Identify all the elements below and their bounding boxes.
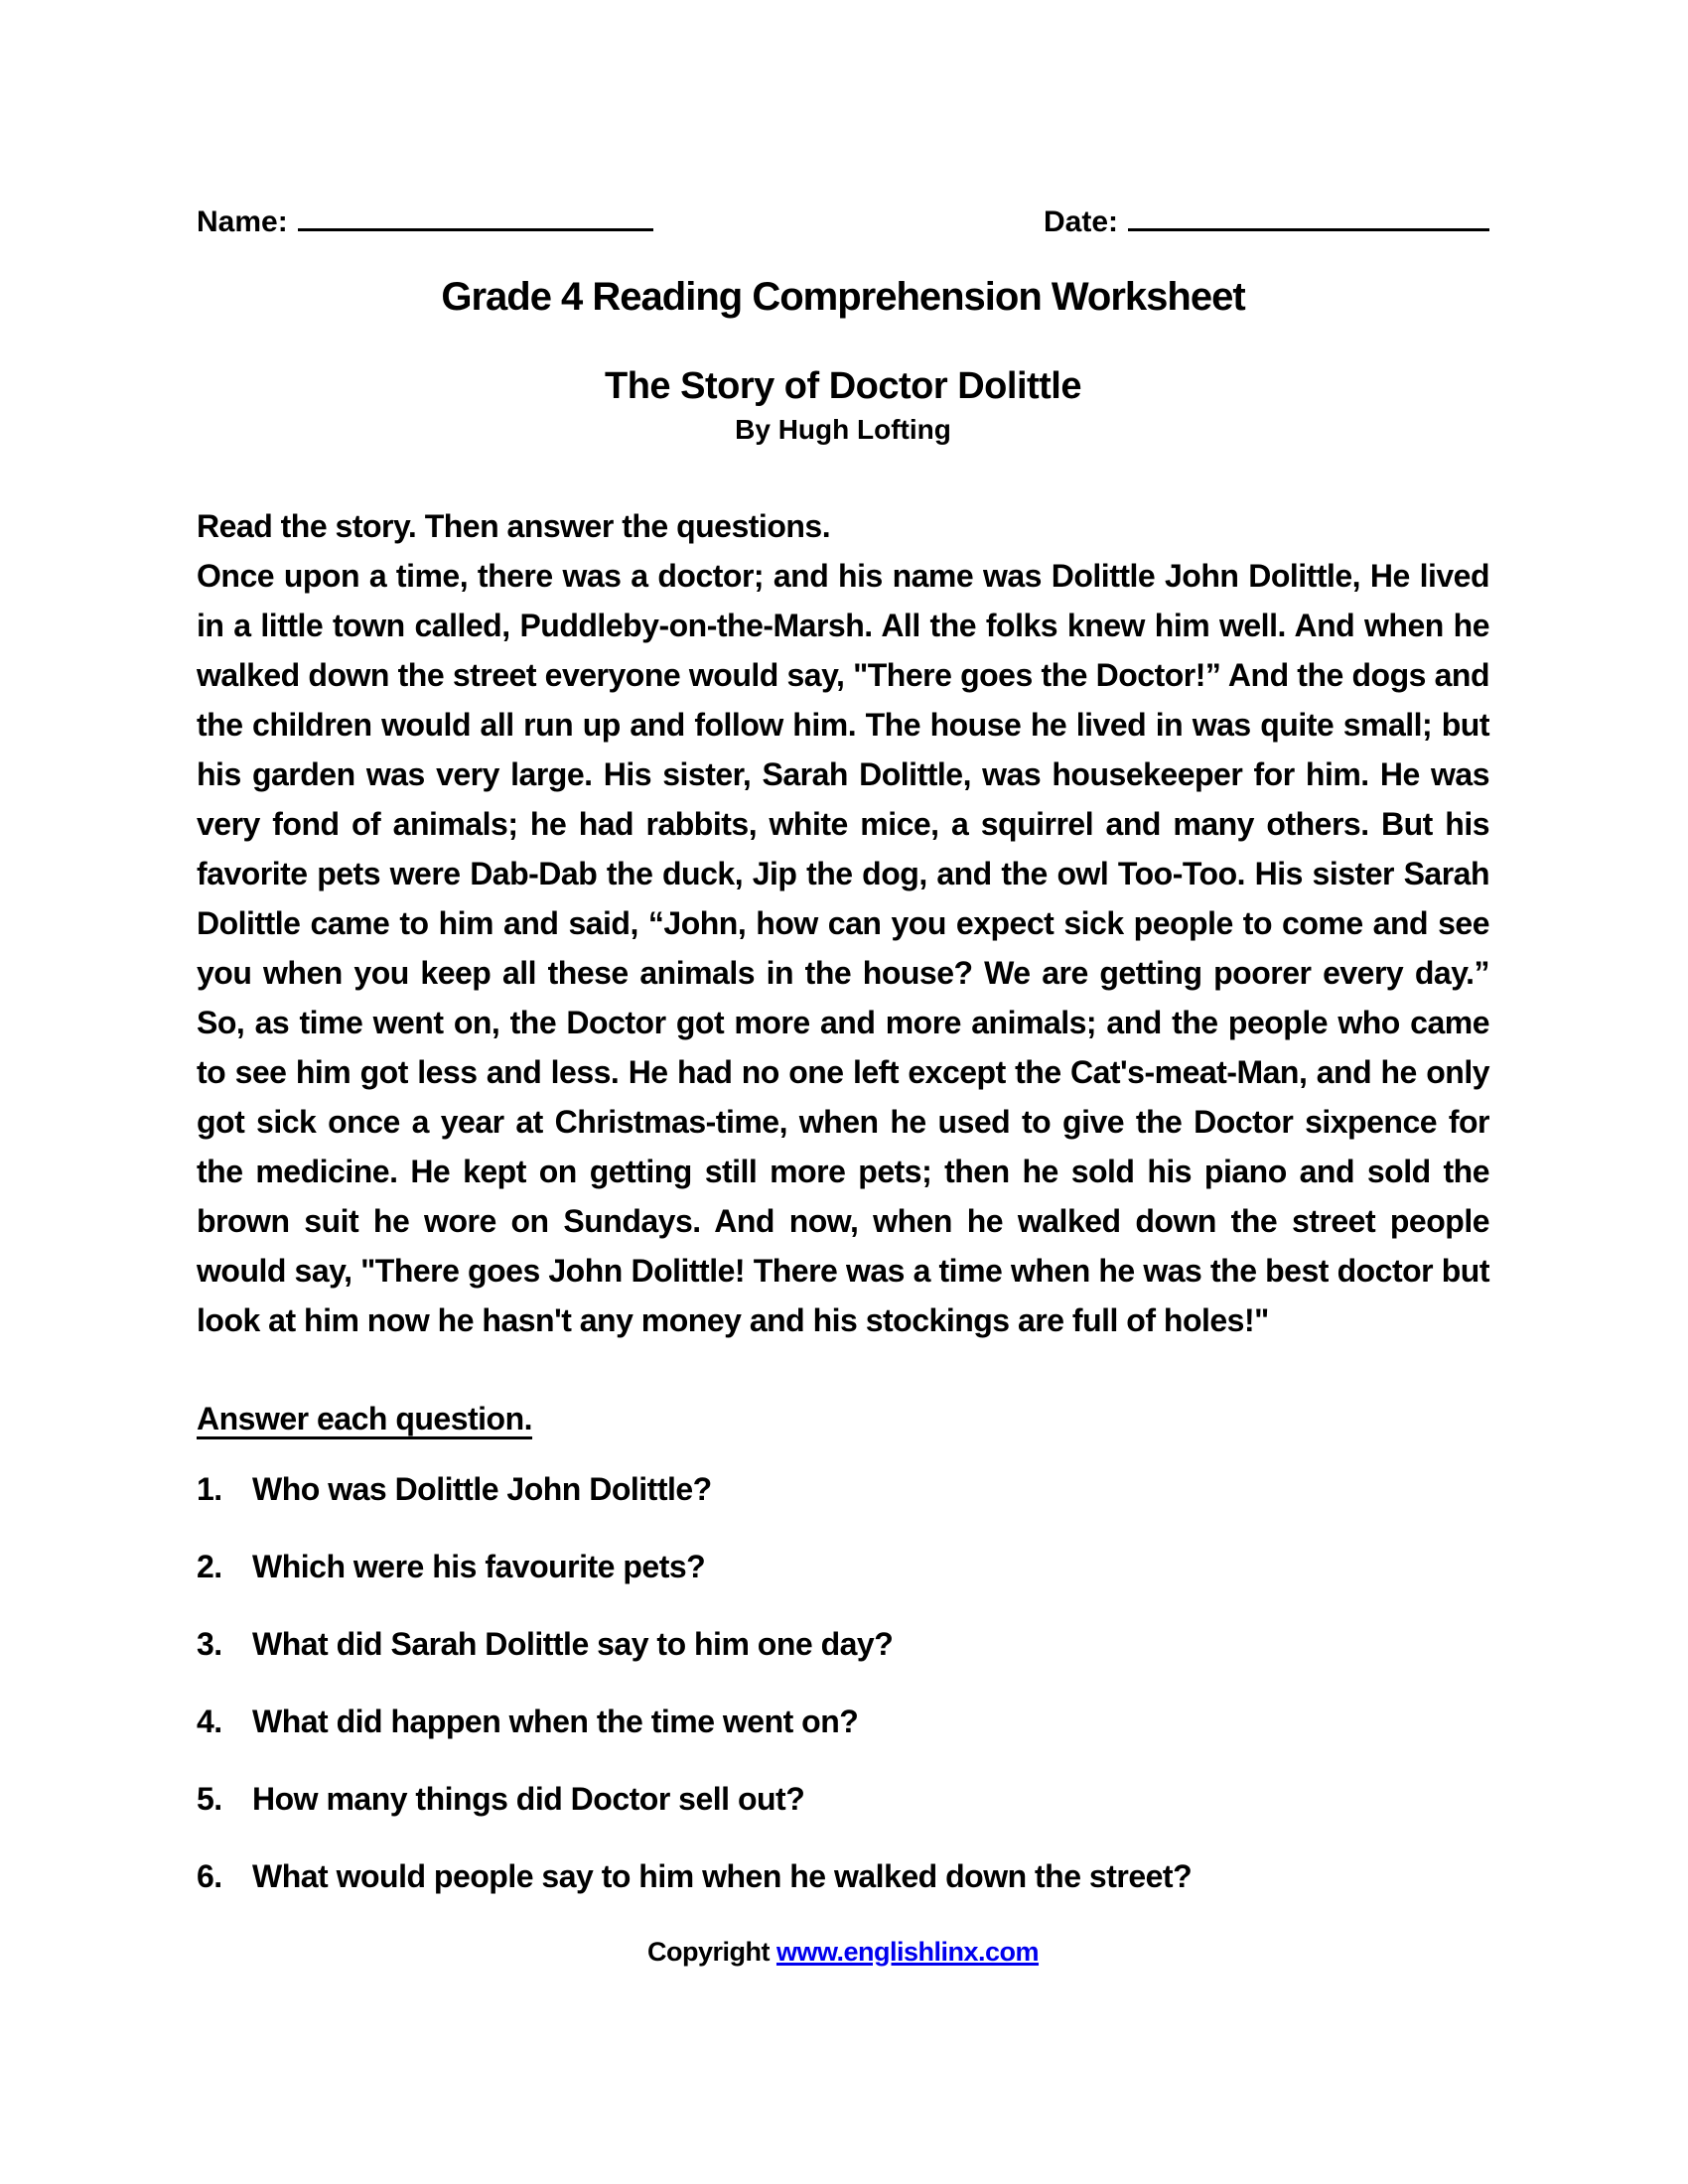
question-number: 1.	[197, 1471, 222, 1507]
name-date-row	[197, 202, 1489, 240]
date-field	[1044, 202, 1489, 240]
date-blank-line[interactable]	[1128, 202, 1489, 231]
question-text: Who was Dolittle John Dolittle?	[252, 1471, 712, 1507]
question-item-4	[197, 1704, 1489, 1739]
copyright-link[interactable]: www.englishlinx.com	[775, 1937, 1040, 1967]
question-item-1	[197, 1471, 1489, 1507]
story-text: Once upon a time, there was a doctor; and his name was Dolittle John Dolittle, He lived in a little town called, Puddleby-on-the-Marsh. All the folks knew him well. And when he walked down the street everyone would say, "There goes the Doctor!” And the dogs and the children would all run up and follow him. The house he lived in was quite small; but his garden was very large. His sister, Sarah Dolittle, was housekeeper for him. He was very fond of animals; he had rabbits, white mice, a squirrel and many others. But his favorite pets were Dab-Dab the duck, Jip the dog, and the owl Too-Too. His sister Sarah Dolittle came to him and said, “John, how can you expect sick people to come and see you when you keep all these animals in the house? We are getting poorer every day.” So, as time went on, the Doctor got more and more animals; and the people who came to see him got less and less. He had no one left except the Cat's-meat-Man, and he only got sick once a year at Christmas-time, when he used to give the Doctor sixpence for the medicine. He kept on getting still more pets; then he sold his piano and sold the brown suit he wore on Sundays. And now, when he walked down the street people would say, "There goes John Dolittle! There was a time when he was the best doctor but look at him now he hasn't any money and his stockings are full of holes!"	[197, 558, 1489, 1338]
name-blank-line[interactable]	[298, 202, 653, 231]
question-number: 3.	[197, 1626, 222, 1662]
answer-section-heading: Answer each question.	[197, 1401, 533, 1436]
question-number: 2.	[197, 1549, 222, 1584]
question-text: How many things did Doctor sell out?	[252, 1781, 805, 1817]
copyright-label: Copyright	[646, 1937, 776, 1967]
question-text: What did happen when the time went on?	[252, 1704, 859, 1739]
question-text: What would people say to him when he walked down the street?	[252, 1858, 1193, 1894]
date-label: Date:	[1043, 205, 1118, 238]
footer	[197, 1936, 1489, 1968]
name-label: Name:	[197, 205, 288, 238]
question-number: 4.	[197, 1704, 222, 1739]
question-number: 5.	[197, 1781, 222, 1817]
name-field	[197, 202, 653, 240]
question-text: What did Sarah Dolittle say to him one day?	[252, 1626, 894, 1662]
question-number: 6.	[197, 1858, 222, 1894]
question-item-6	[197, 1858, 1489, 1894]
question-text: Which were his favourite pets?	[252, 1549, 706, 1584]
question-item-2	[197, 1549, 1489, 1584]
question-list	[197, 1471, 1489, 1894]
question-item-5	[197, 1781, 1489, 1817]
question-item-3	[197, 1626, 1489, 1662]
story-title: The Story of Doctor Dolittle	[605, 365, 1081, 407]
story-instructions: Read the story. Then answer the questions.	[197, 508, 831, 544]
story-byline: By Hugh Lofting	[735, 414, 951, 445]
page-title: Grade 4 Reading Comprehension Worksheet	[441, 275, 1245, 319]
